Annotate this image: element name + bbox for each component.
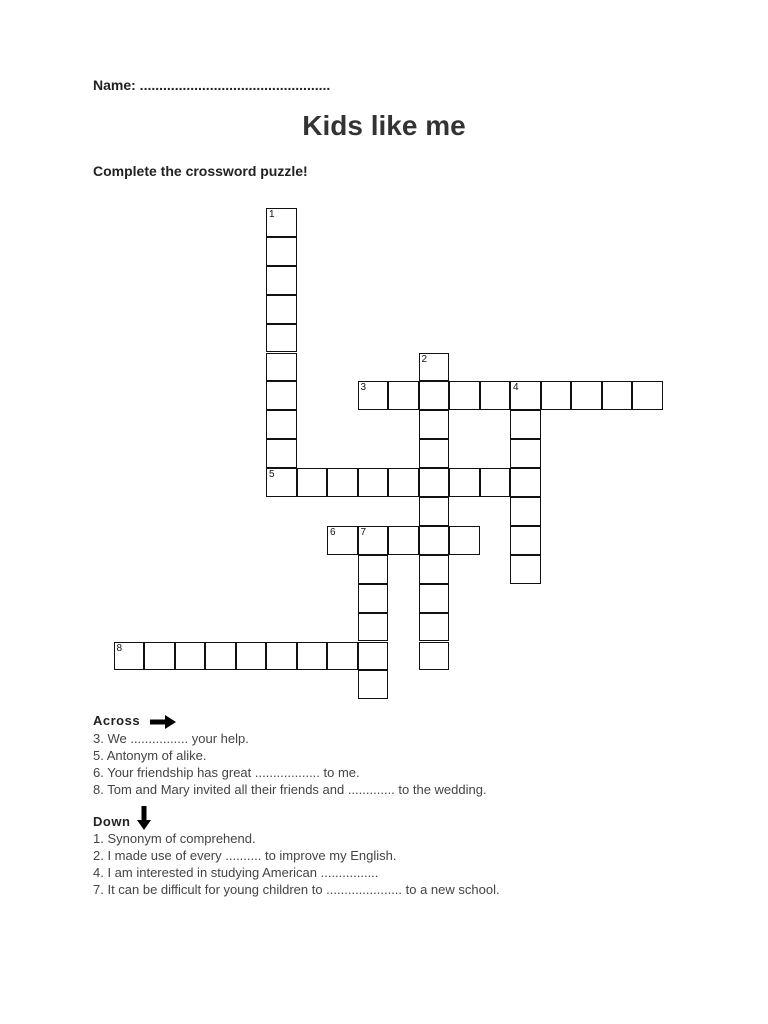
- crossword-cell[interactable]: [510, 468, 541, 497]
- crossword-cell[interactable]: [419, 526, 450, 555]
- clue-number: 2: [421, 353, 428, 365]
- crossword-cell[interactable]: [266, 324, 297, 353]
- crossword-cell[interactable]: [419, 353, 450, 382]
- crossword-cell[interactable]: [327, 526, 358, 555]
- crossword-cell[interactable]: [236, 642, 267, 671]
- crossword-cell[interactable]: [297, 468, 328, 497]
- clue-number: 8: [116, 642, 123, 654]
- crossword-cell[interactable]: [480, 381, 511, 410]
- down-clue: 4. I am interested in studying American ................: [93, 865, 379, 880]
- crossword-cell[interactable]: [388, 526, 419, 555]
- crossword-cell[interactable]: [510, 439, 541, 468]
- crossword-cell[interactable]: [266, 353, 297, 382]
- clue-number: 7: [360, 526, 367, 538]
- crossword-cell[interactable]: [571, 381, 602, 410]
- clue-number: 1: [269, 209, 275, 220]
- crossword-cell[interactable]: [419, 642, 450, 671]
- right-arrow-icon: [150, 715, 176, 729]
- crossword-cell[interactable]: [449, 468, 480, 497]
- crossword-cell[interactable]: [358, 555, 389, 584]
- crossword-cell[interactable]: [419, 468, 450, 497]
- down-heading: [93, 814, 151, 830]
- crossword-cell[interactable]: [419, 439, 450, 468]
- crossword-cell[interactable]: [510, 497, 541, 526]
- down-clue: 2. I made use of every .......... to improve my English.: [93, 848, 397, 863]
- crossword-cell[interactable]: [449, 381, 480, 410]
- crossword-cell[interactable]: [266, 410, 297, 439]
- crossword-cell[interactable]: [358, 584, 389, 613]
- crossword-cell[interactable]: [632, 381, 663, 410]
- crossword-cell[interactable]: [419, 613, 450, 642]
- across-label: Across: [93, 713, 141, 728]
- down-clue: 1. Synonym of comprehend.: [93, 831, 256, 846]
- across-clue: 6. Your friendship has great .................. to me.: [93, 765, 360, 780]
- crossword-cell[interactable]: [510, 410, 541, 439]
- crossword-cell[interactable]: [327, 642, 358, 671]
- crossword-cell[interactable]: [388, 468, 419, 497]
- crossword-cell[interactable]: [449, 526, 480, 555]
- crossword-cell[interactable]: [358, 613, 389, 642]
- crossword-cell[interactable]: [358, 642, 389, 671]
- crossword-cell[interactable]: [388, 381, 419, 410]
- crossword-cell[interactable]: [602, 381, 633, 410]
- crossword-cell[interactable]: [419, 497, 450, 526]
- across-clue: 8. Tom and Mary invited all their friends and ............. to the wedding.: [93, 782, 487, 797]
- crossword-cell[interactable]: [510, 526, 541, 555]
- crossword-cell[interactable]: [510, 555, 541, 584]
- instruction-text: Complete the crossword puzzle!: [93, 163, 308, 179]
- crossword-cell[interactable]: [205, 642, 236, 671]
- crossword-cell[interactable]: [266, 295, 297, 324]
- crossword-cell[interactable]: [419, 584, 450, 613]
- clue-number: 4: [513, 382, 519, 394]
- crossword-cell[interactable]: [266, 381, 297, 410]
- crossword-cell[interactable]: [266, 237, 297, 266]
- across-clues: [93, 730, 693, 798]
- crossword-cell[interactable]: [419, 410, 450, 439]
- crossword-cell[interactable]: [358, 468, 389, 497]
- crossword-cell[interactable]: [175, 642, 206, 671]
- crossword-cell[interactable]: [419, 555, 450, 584]
- crossword-cell[interactable]: [114, 642, 145, 671]
- crossword-cell[interactable]: [419, 381, 450, 410]
- crossword-cell[interactable]: [266, 642, 297, 671]
- crossword-cell[interactable]: [327, 468, 358, 497]
- crossword-cell[interactable]: [358, 381, 389, 410]
- crossword-cell[interactable]: [144, 642, 175, 671]
- across-heading: [93, 713, 176, 729]
- across-clue: 3. We ................ your help.: [93, 731, 249, 746]
- crossword-cell[interactable]: [266, 266, 297, 295]
- name-line: Name: .................................................: [93, 77, 331, 93]
- crossword-cell[interactable]: [266, 439, 297, 468]
- crossword-cell[interactable]: [266, 468, 297, 497]
- crossword-cell[interactable]: [297, 642, 328, 671]
- clue-number: 6: [330, 526, 336, 538]
- crossword-cell[interactable]: [358, 670, 389, 699]
- crossword-cell[interactable]: [266, 208, 297, 237]
- down-clues: [93, 830, 693, 898]
- page-title: Kids like me: [302, 110, 466, 141]
- crossword-cell[interactable]: [480, 468, 511, 497]
- down-clue: 7. It can be difficult for young children to ..................... to a new school.: [93, 882, 500, 897]
- clue-number: 3: [360, 382, 367, 394]
- crossword-cell[interactable]: [541, 381, 572, 410]
- down-arrow-icon: [137, 806, 151, 830]
- down-label: Down: [93, 814, 131, 829]
- crossword-cell[interactable]: [358, 526, 389, 555]
- across-clue: 5. Antonym of alike.: [93, 748, 207, 763]
- crossword-cell[interactable]: [510, 381, 541, 410]
- clue-number: 5: [269, 469, 275, 481]
